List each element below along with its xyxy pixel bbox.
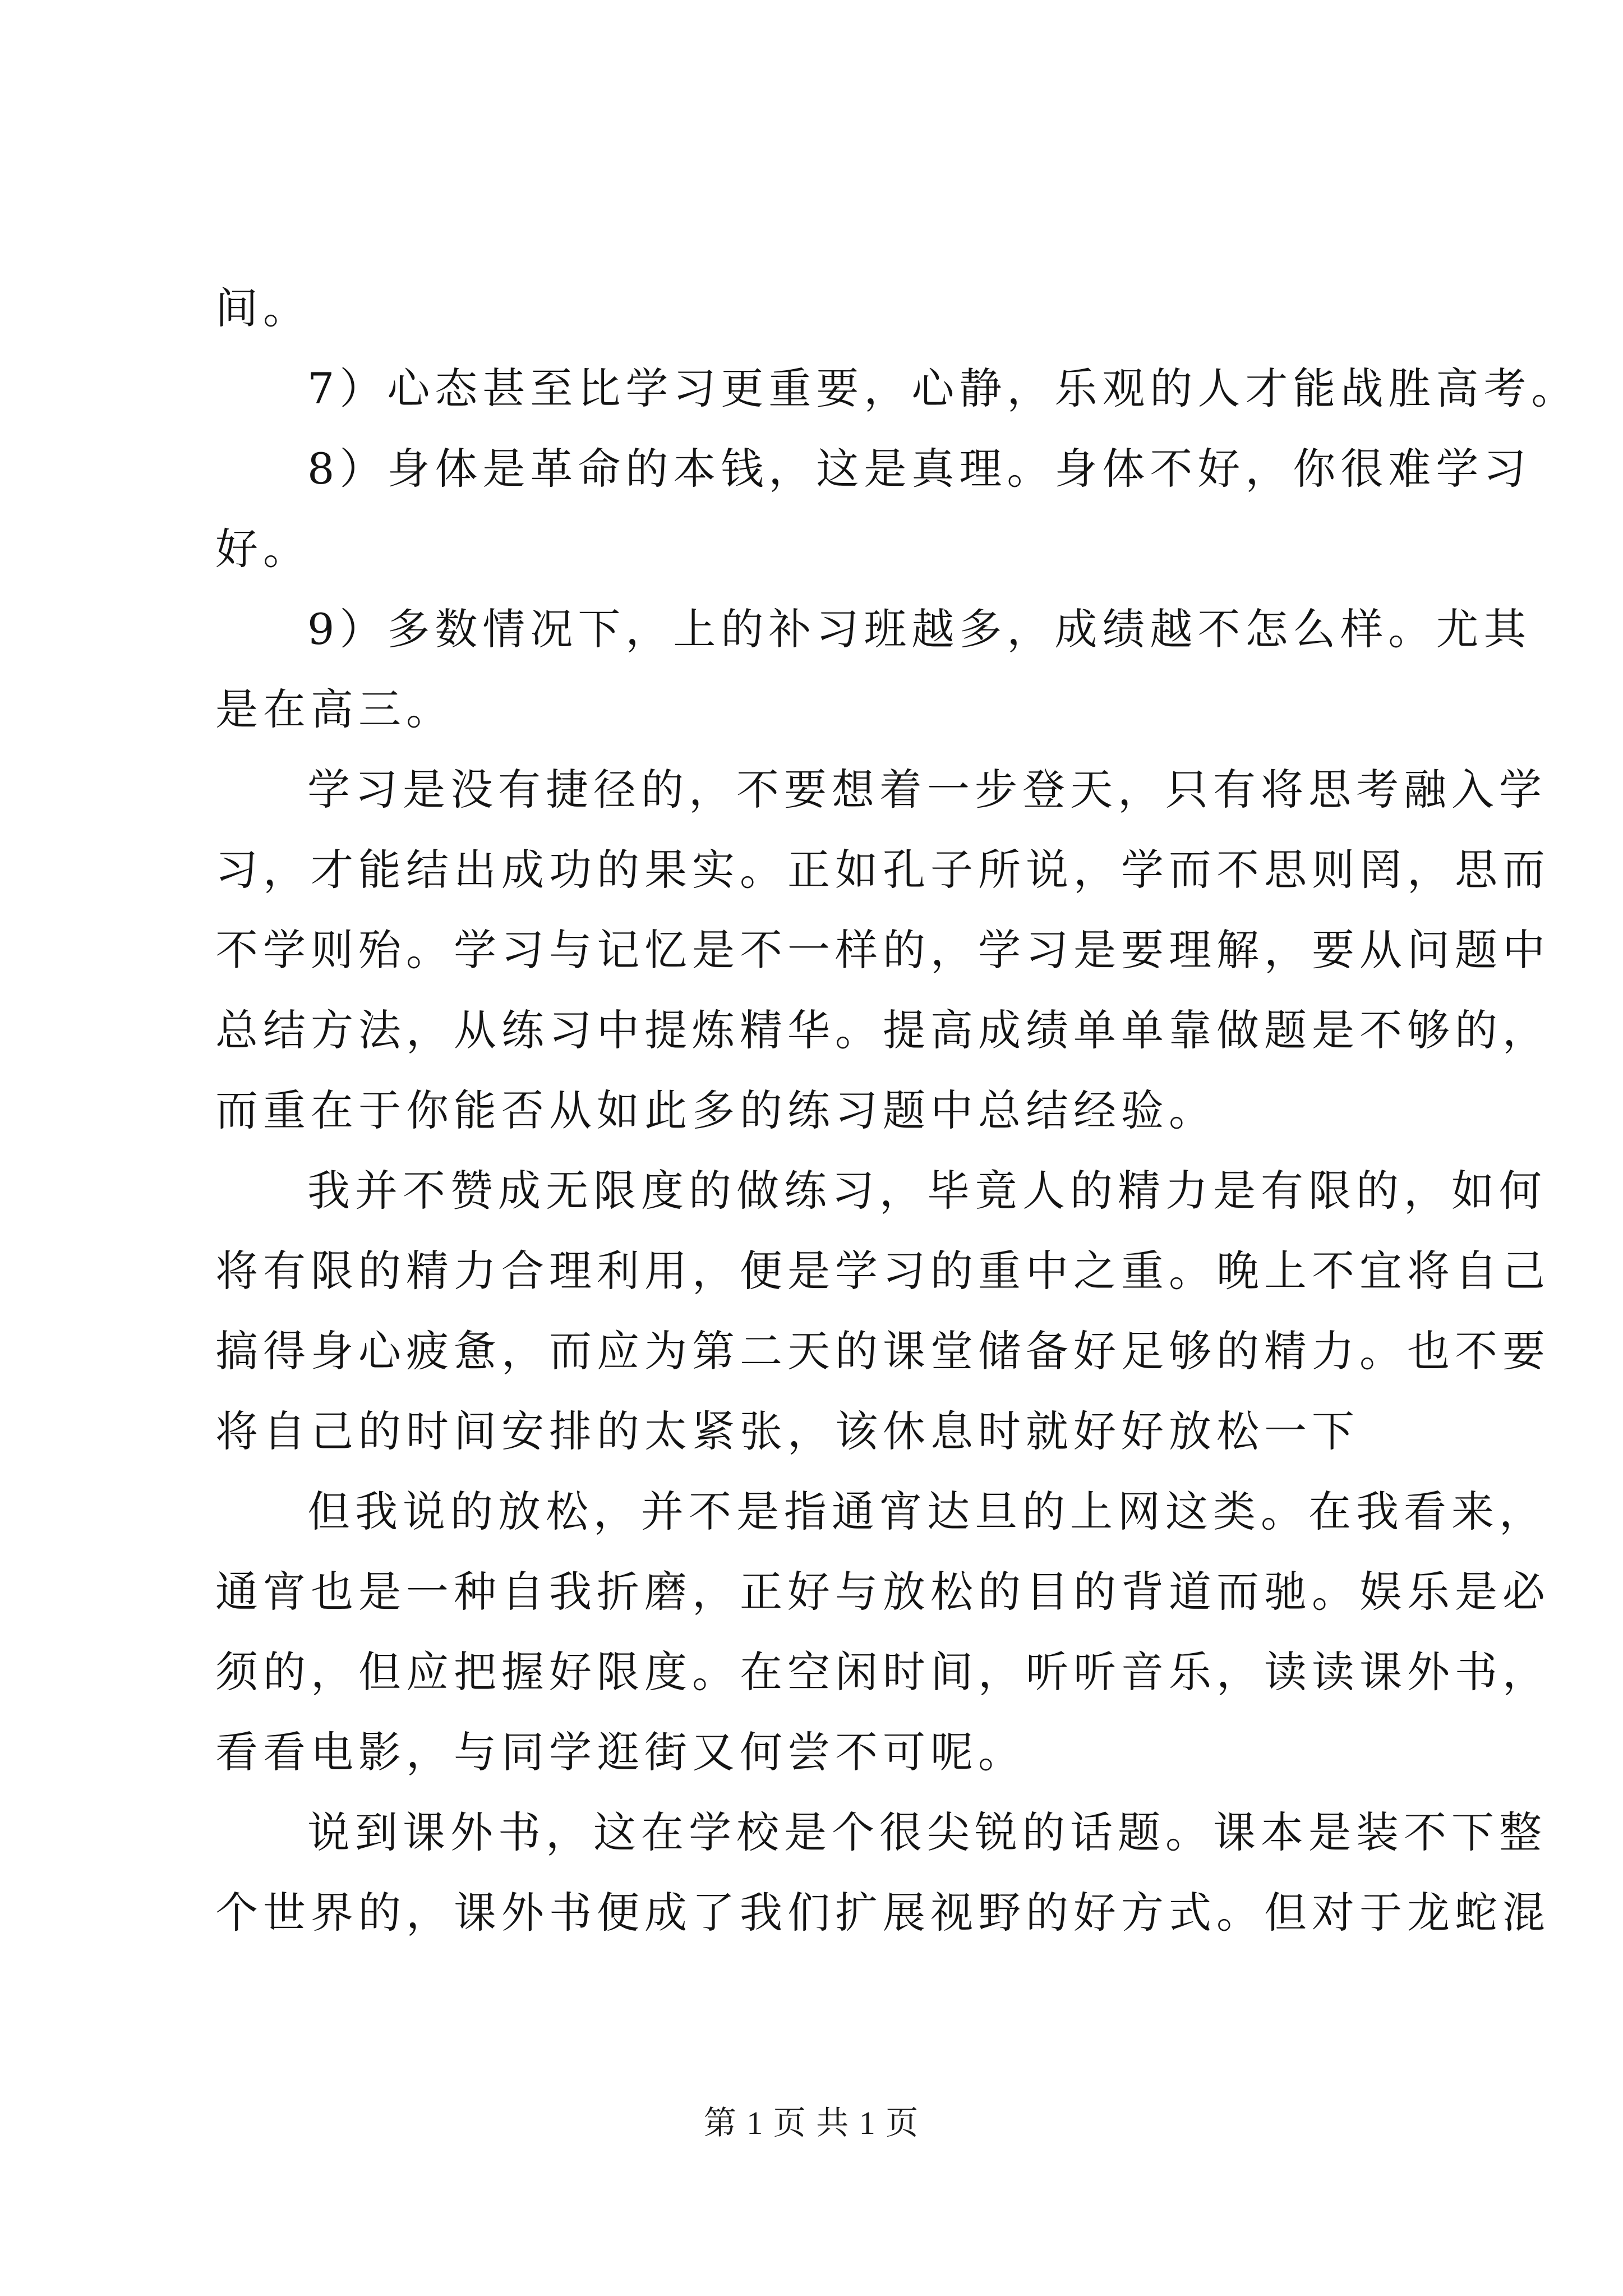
text-line: 看看电影，与同学逛街又何尝不可呢。 [215,1727,1026,1777]
text-line: 间。 [215,283,311,333]
text-line: 须的，但应把握好限度。在空闲时间，听听音乐，读读课外书， [215,1647,1550,1697]
text-line: 通宵也是一种自我折磨，正好与放松的目的背道而驰。娱乐是必 [215,1567,1550,1617]
text-line: 好。 [215,524,311,574]
text-line: 而重在于你能否从如此多的练习题中总结经验。 [215,1085,1216,1135]
text-line: 但我说的放松，并不是指通宵达旦的上网这类。在我看来， [307,1487,1547,1536]
text-line: 学习是没有捷径的，不要想着一步登天，只有将思考融入学 [307,765,1547,815]
text-line: 是在高三。 [215,684,454,734]
page-footer: 第 1 页 共 1 页 [703,2105,920,2141]
text-line: 将有限的精力合理利用，便是学习的重中之重。晚上不宜将自己 [215,1246,1550,1296]
text-line: 搞得身心疲惫，而应为第二天的课堂储备好足够的精力。也不要 [215,1326,1550,1376]
text-line: 习，才能结出成功的果实。正如孔子所说，学而不思则罔，思而 [215,845,1550,895]
text-line: 说到课外书，这在学校是个很尖锐的话题。课本是装不下整 [307,1807,1547,1857]
text-line: 8）身体是革命的本钱，这是真理。身体不好，你很难学习 [307,444,1532,494]
text-line: 不学则殆。学习与记忆是不一样的，学习是要理解，要从问题中 [215,925,1550,975]
text-line: 总结方法，从练习中提炼精华。提高成绩单单靠做题是不够的， [215,1005,1550,1055]
text-line: 7）心态甚至比学习更重要，心静，乐观的人才能战胜高考。 [307,364,1579,413]
text-line: 9）多数情况下，上的补习班越多，成绩越不怎么样。尤其 [307,604,1532,654]
text-line: 个世界的，课外书便成了我们扩展视野的好方式。但对于龙蛇混 [215,1888,1550,1938]
text-line: 我并不赞成无限度的做练习，毕竟人的精力是有限的，如何 [307,1166,1547,1216]
text-line: 将自己的时间安排的太紧张，该休息时就好好放松一下 [215,1406,1359,1456]
